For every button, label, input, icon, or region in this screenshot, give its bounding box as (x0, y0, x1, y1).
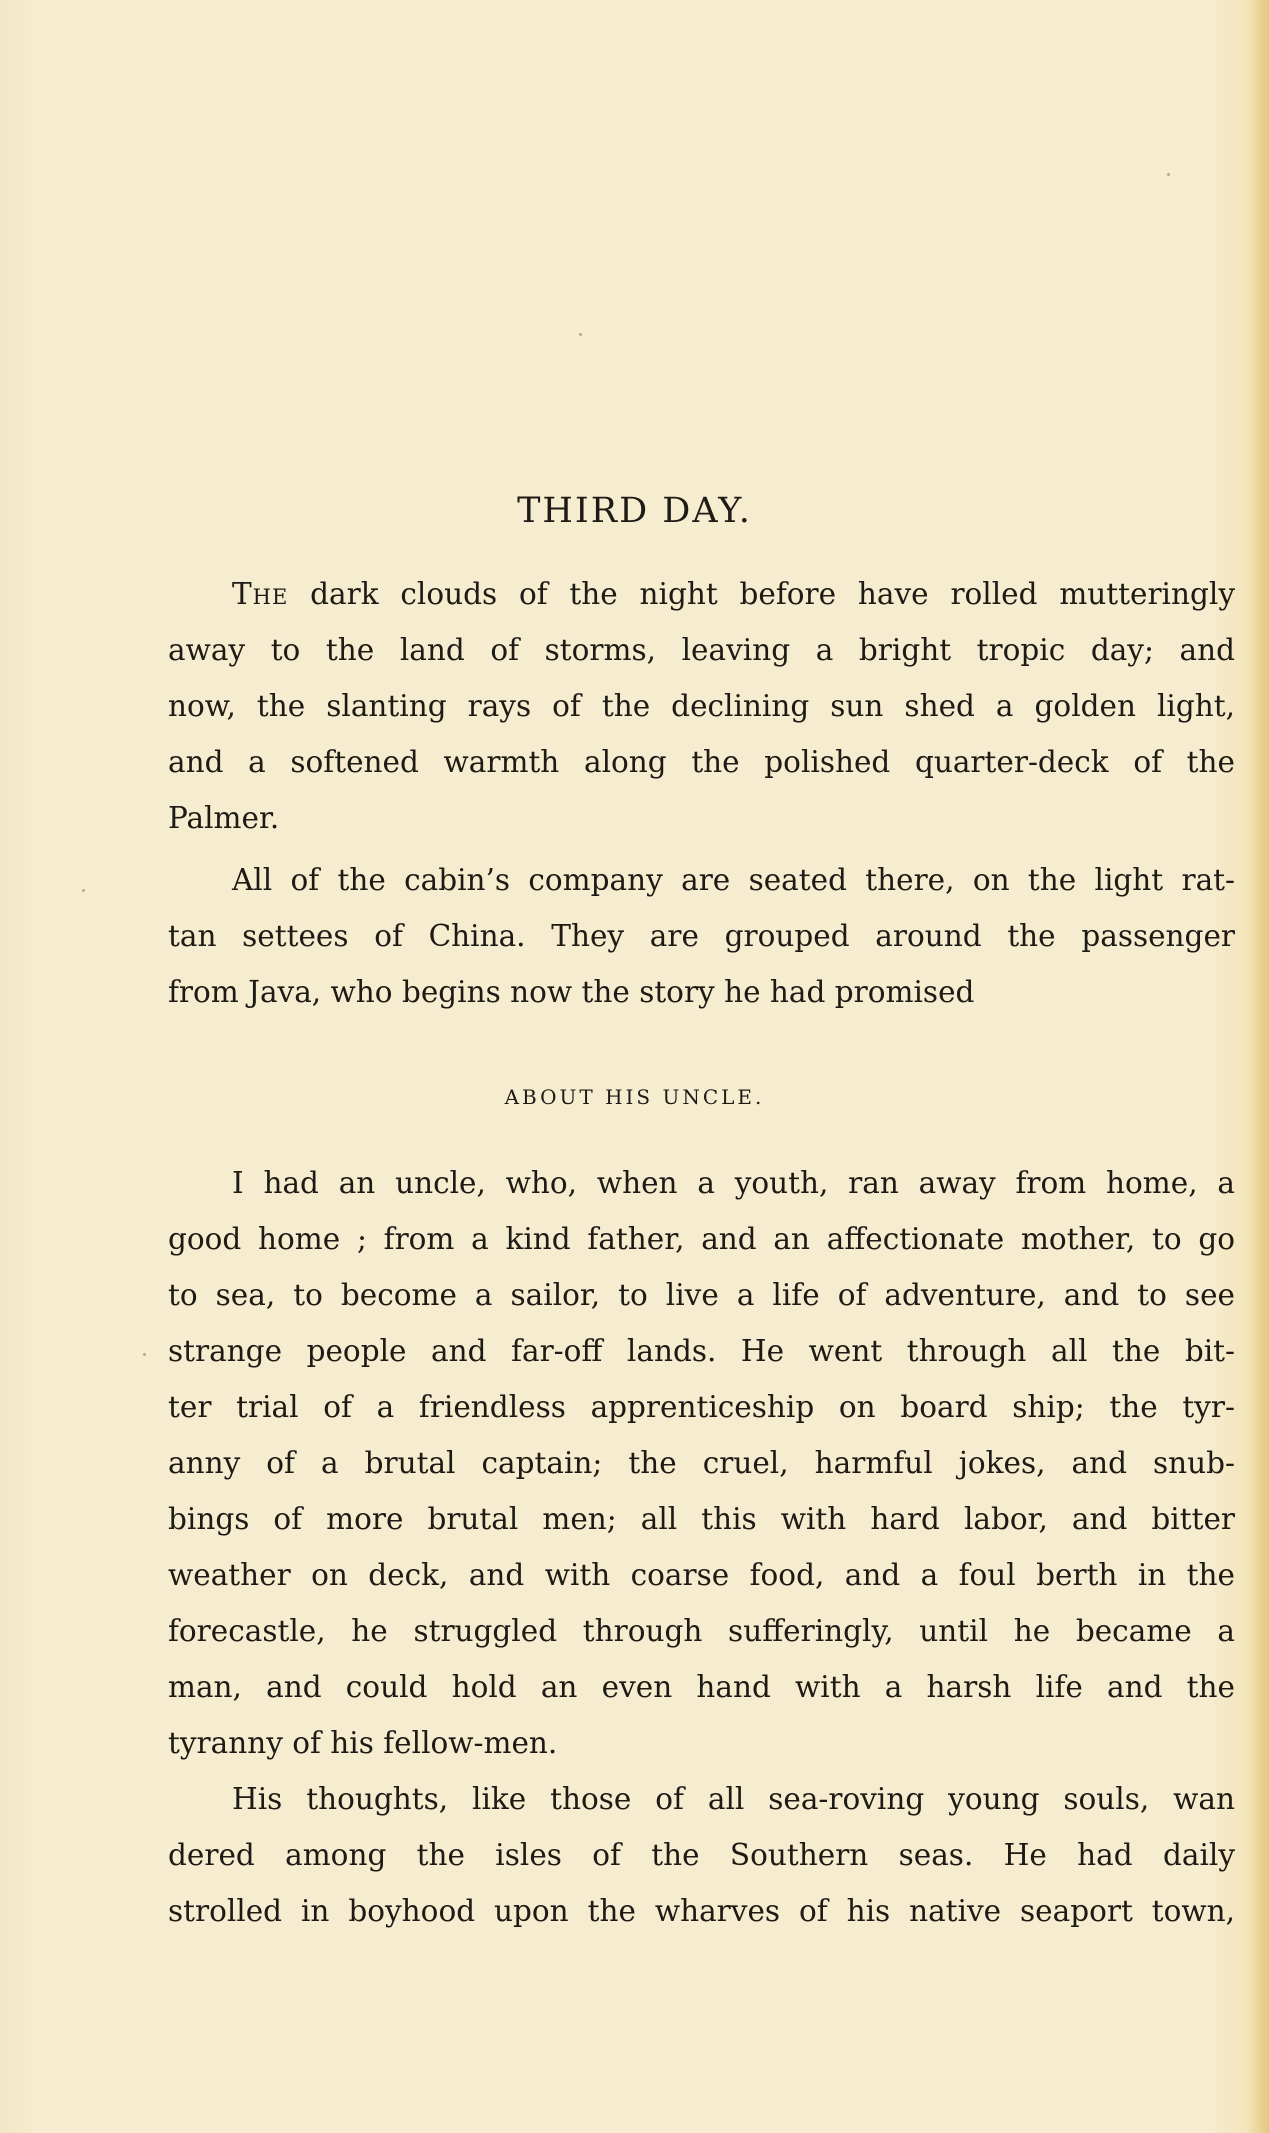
text-line (168, 566, 1235, 622)
text-line: I had an uncle, who, when a youth, ran away from home, a (232, 1166, 1235, 1200)
paper-speck (1167, 173, 1170, 176)
text-line: tan settees of China. They are grouped around the passenger (168, 919, 1235, 953)
text-line: and a softened warmth along the polished quarter-deck of the (168, 745, 1235, 779)
paper-speck (143, 1353, 146, 1356)
paragraph-4 (168, 1771, 1235, 1939)
text-line: man, and could hold an even hand with a harsh life and the (168, 1670, 1235, 1704)
text-line: strolled in boyhood upon the wharves of his native seaport town, (168, 1894, 1235, 1928)
text-line: now, the slanting rays of the declining sun shed a golden light, (168, 689, 1235, 723)
text-line: All of the cabin’s company are seated there, on the light rat- (232, 863, 1235, 897)
paper-speck (579, 333, 582, 336)
text-line: good home ; from a kind father, and an affectionate mother, to go (168, 1222, 1235, 1256)
text-line: bings of more brutal men; all this with hard labor, and bitter (168, 1502, 1235, 1536)
text-line: forecastle, he struggled through sufferingly, until he became a (168, 1614, 1235, 1648)
line-text: dark clouds of the night before have rolled mutteringly (310, 577, 1235, 611)
section-heading: ABOUT HIS UNCLE. (504, 1085, 765, 1109)
text-line: dered among the isles of the Southern seas. He had daily (168, 1838, 1235, 1872)
text-line: from Java, who begins now the story he had promised (168, 975, 975, 1009)
paragraph-2 (168, 852, 1235, 1020)
text-line: strange people and far-off lands. He went through all the bit- (168, 1334, 1235, 1368)
text-line: Palmer. (168, 801, 280, 835)
paragraph-3 (168, 1155, 1235, 1771)
text-line: away to the land of storms, leaving a bright tropic day; and (168, 633, 1235, 667)
text-line: ter trial of a friendless apprenticeship on board ship; the tyr- (168, 1390, 1235, 1424)
text-line: anny of a brutal captain; the cruel, harmful jokes, and snub- (168, 1446, 1235, 1480)
chapter-title: THIRD DAY. (517, 491, 752, 531)
lead-word: The (232, 577, 289, 611)
paragraph-1 (168, 566, 1235, 846)
text-line: tyranny of his fellow-men. (168, 1726, 558, 1760)
text-line: weather on deck, and with coarse food, and a foul berth in the (168, 1558, 1235, 1592)
paper-speck (82, 889, 85, 892)
text-line: to sea, to become a sailor, to live a life of adventure, and to see (168, 1278, 1235, 1312)
text-line: His thoughts, like those of all sea-roving young souls, wan (232, 1782, 1235, 1816)
